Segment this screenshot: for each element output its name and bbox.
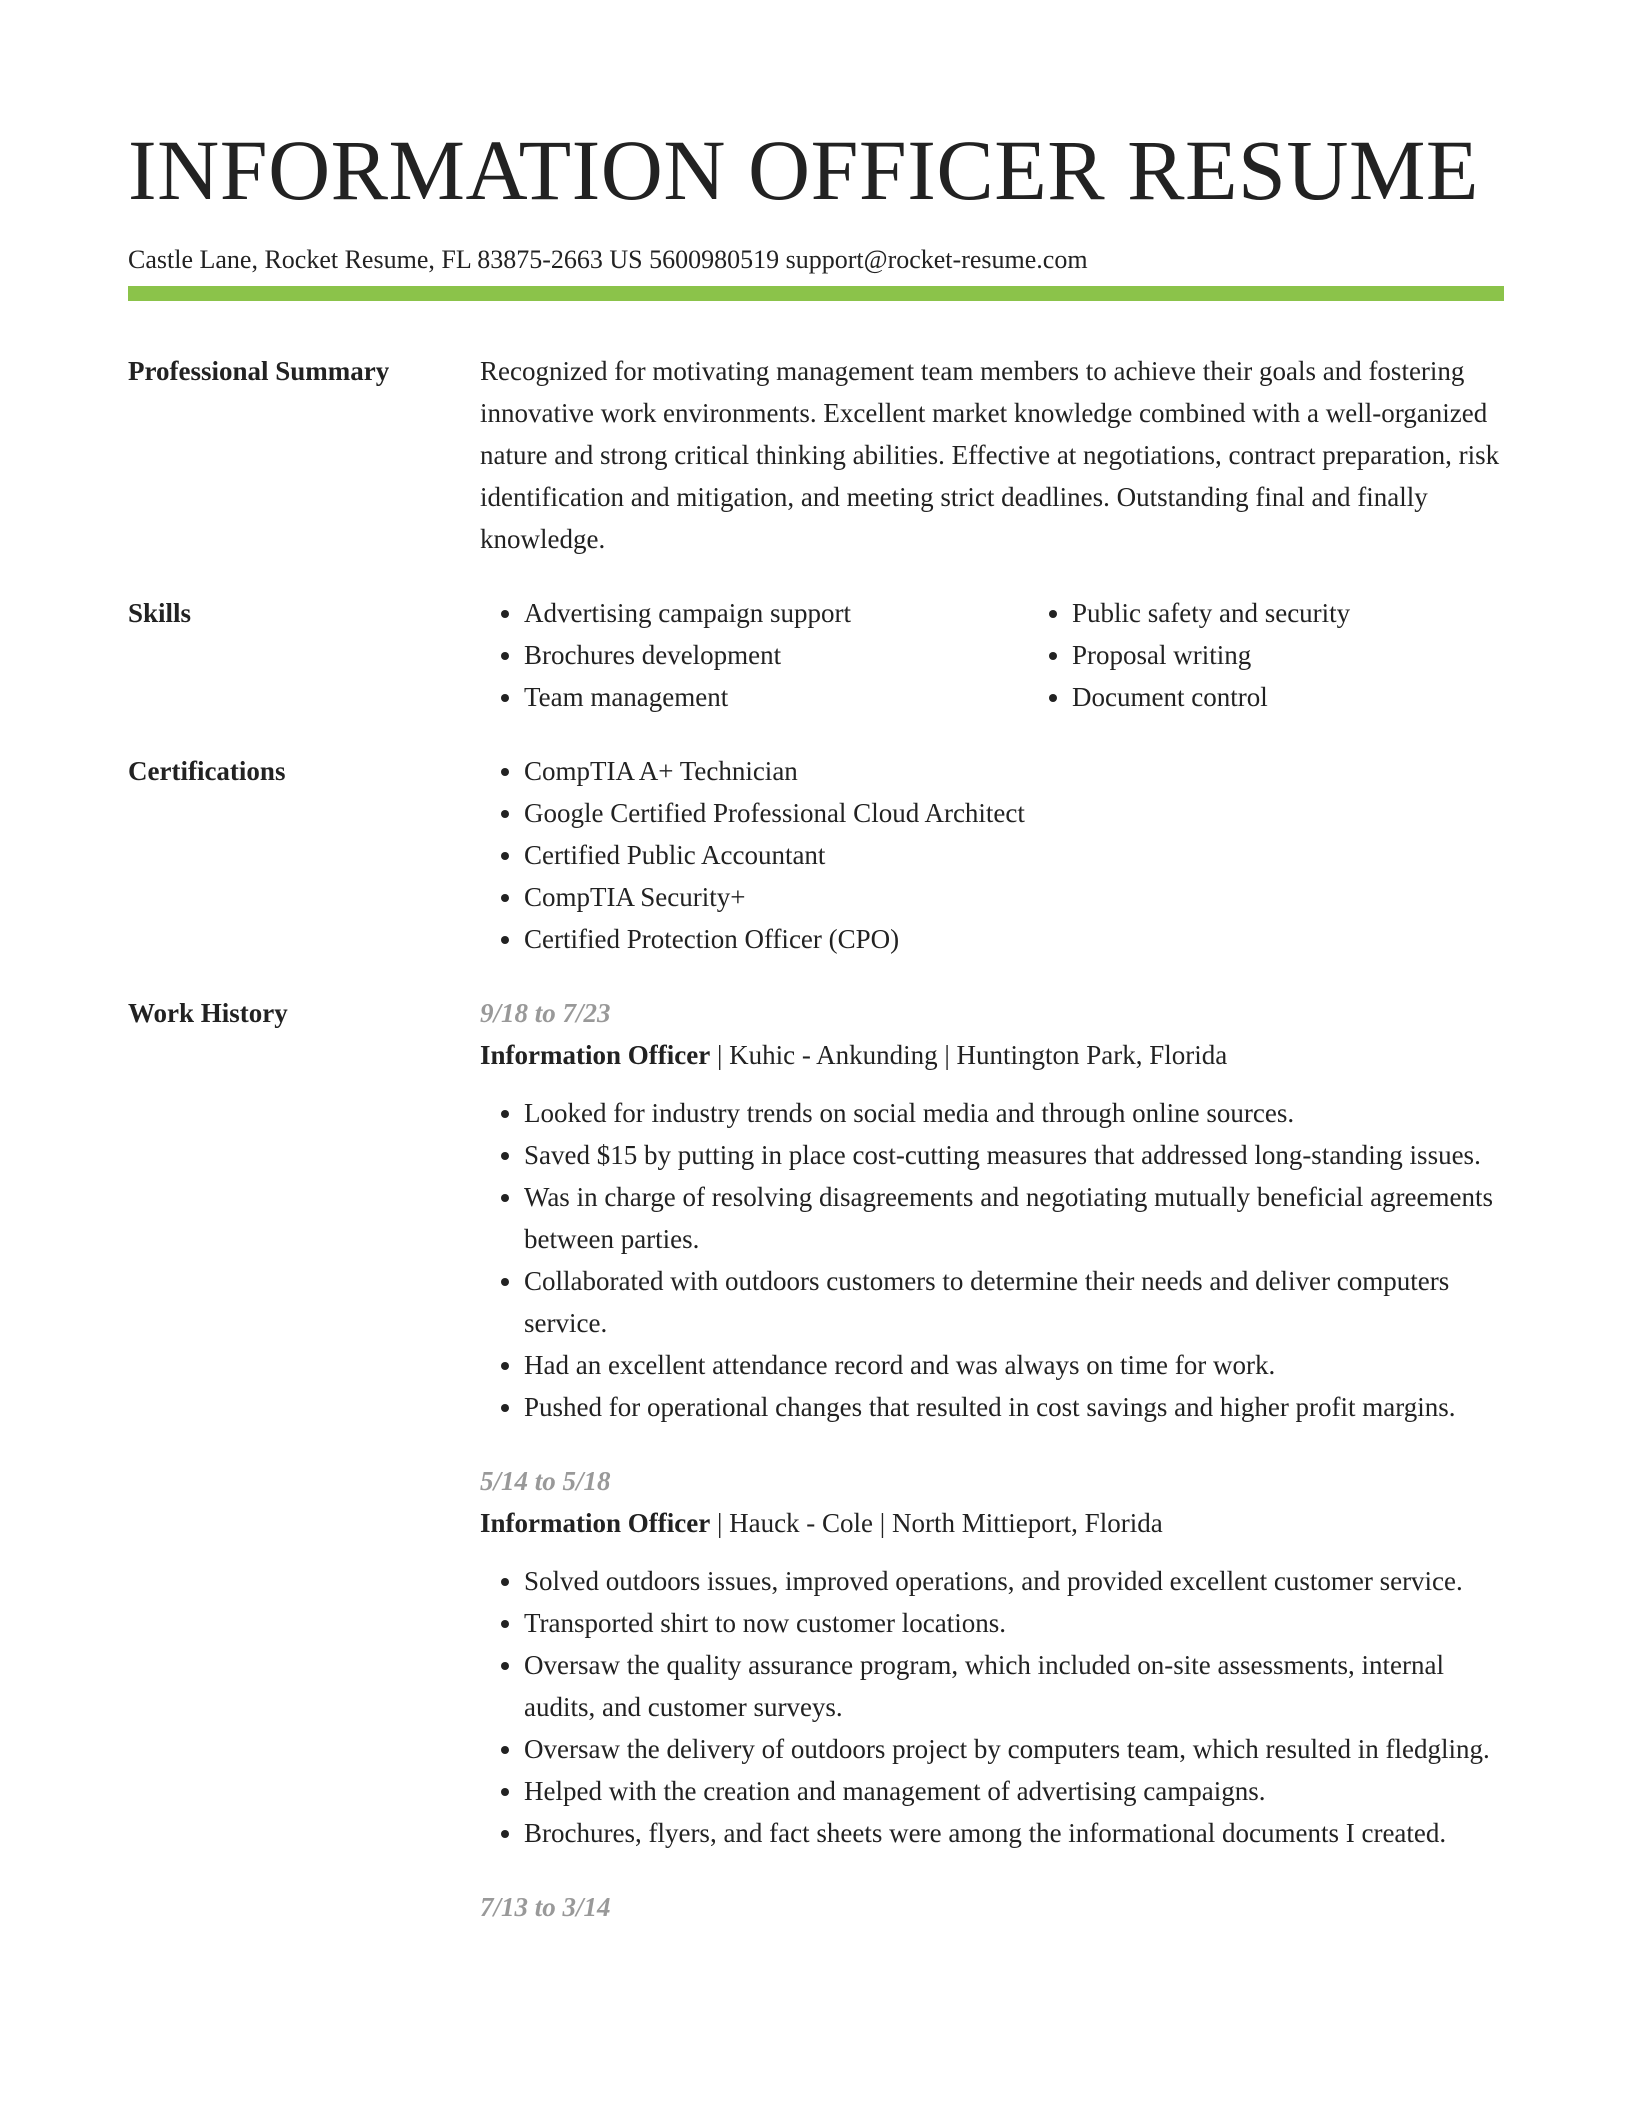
job-entry — [480, 1886, 1504, 1928]
job-bullet: • Oversaw the delivery of outdoors project by computers team, which resulted in fledgling. — [524, 1728, 1504, 1770]
job-details: | Hauck - Cole | North Mittieport, Florida — [710, 1508, 1163, 1538]
job-heading — [480, 1034, 1504, 1076]
skill-item: • Proposal writing — [1072, 634, 1576, 676]
certification-item: • Certified Protection Officer (CPO) — [524, 918, 1504, 960]
job-title: Information Officer — [480, 1040, 711, 1070]
skills-content — [480, 592, 1576, 718]
job-bullet: • Looked for industry trends on social media and through online sources. — [524, 1092, 1504, 1134]
summary-text: Recognized for motivating management team members to achieve their goals and fostering innovative work environments. Excellent market knowledge combined with a well-organized nature and strong critical thinking abilities. Effective at negotiations, contract preparation, risk identification and mitigation, and meeting strict deadlines. Outstanding final and finally knowledge. — [480, 356, 1500, 554]
job-bullet: • Pushed for operational changes that resulted in cost savings and higher profit margins. — [524, 1386, 1504, 1428]
job-heading — [480, 1502, 1504, 1544]
job-bullet: • Saved $15 by putting in place cost-cutting measures that addressed long-standing issues. — [524, 1134, 1504, 1176]
job-bullet: • Solved outdoors issues, improved operations, and provided excellent customer service. — [524, 1560, 1504, 1602]
page-title: INFORMATION OFFICER RESUME — [128, 122, 1479, 218]
job-dates: 5/14 to 5/18 — [480, 1466, 611, 1496]
job-details: | Kuhic - Ankunding | Huntington Park, Florida — [710, 1040, 1228, 1070]
certifications-label: Certifications — [128, 756, 286, 786]
job-bullet: • Had an excellent attendance record and was always on time for work. — [524, 1344, 1504, 1386]
skill-item: • Team management — [524, 676, 1028, 718]
job-bullet: • Was in charge of resolving disagreements and negotiating mutually beneficial agreements between parties. — [524, 1176, 1504, 1260]
job-bullet: • Transported shirt to now customer locations. — [524, 1602, 1504, 1644]
certification-item: • CompTIA Security+ — [524, 876, 1504, 918]
summary-content — [480, 350, 1504, 560]
resume-header — [128, 118, 1504, 276]
certification-item: • Google Certified Professional Cloud Architect — [524, 792, 1504, 834]
job-bullet: • Brochures, flyers, and fact sheets were among the informational documents I created. — [524, 1812, 1504, 1854]
job-bullet: • Collaborated with outdoors customers to determine their needs and deliver computers service. — [524, 1260, 1504, 1344]
accent-divider — [128, 286, 1504, 301]
skills-column-1 — [480, 592, 1028, 718]
certification-item: • CompTIA A+ Technician — [524, 750, 1504, 792]
skill-item: • Public safety and security — [1072, 592, 1576, 634]
certifications-list — [480, 750, 1504, 960]
certification-item: • Certified Public Accountant — [524, 834, 1504, 876]
certifications-section — [128, 750, 1504, 960]
skill-item: • Advertising campaign support — [524, 592, 1028, 634]
work-history-content — [480, 992, 1504, 1960]
job-bullets — [480, 1560, 1504, 1854]
skills-column-2 — [1028, 592, 1576, 718]
resume-body — [128, 350, 1504, 1992]
job-dates: 7/13 to 3/14 — [480, 1892, 611, 1922]
skill-item: • Brochures development — [524, 634, 1028, 676]
summary-section — [128, 350, 1504, 560]
skills-label: Skills — [128, 598, 192, 628]
job-bullet: • Helped with the creation and management of advertising campaigns. — [524, 1770, 1504, 1812]
contact-line: Castle Lane, Rocket Resume, FL 83875-2663 US 5600980519 support@rocket-resume.com — [128, 245, 1088, 274]
job-bullets — [480, 1092, 1504, 1428]
job-dates: 9/18 to 7/23 — [480, 998, 611, 1028]
job-entry — [480, 1460, 1504, 1854]
skills-section — [128, 592, 1504, 718]
skill-item: • Document control — [1072, 676, 1576, 718]
job-title: Information Officer — [480, 1508, 711, 1538]
work-history-section — [128, 992, 1504, 1960]
certifications-content — [480, 750, 1504, 960]
job-entry — [480, 992, 1504, 1428]
summary-label: Professional Summary — [128, 356, 390, 386]
job-bullet: • Oversaw the quality assurance program, which included on-site assessments, internal audits, and customer surveys. — [524, 1644, 1504, 1728]
work-history-label: Work History — [128, 998, 288, 1028]
